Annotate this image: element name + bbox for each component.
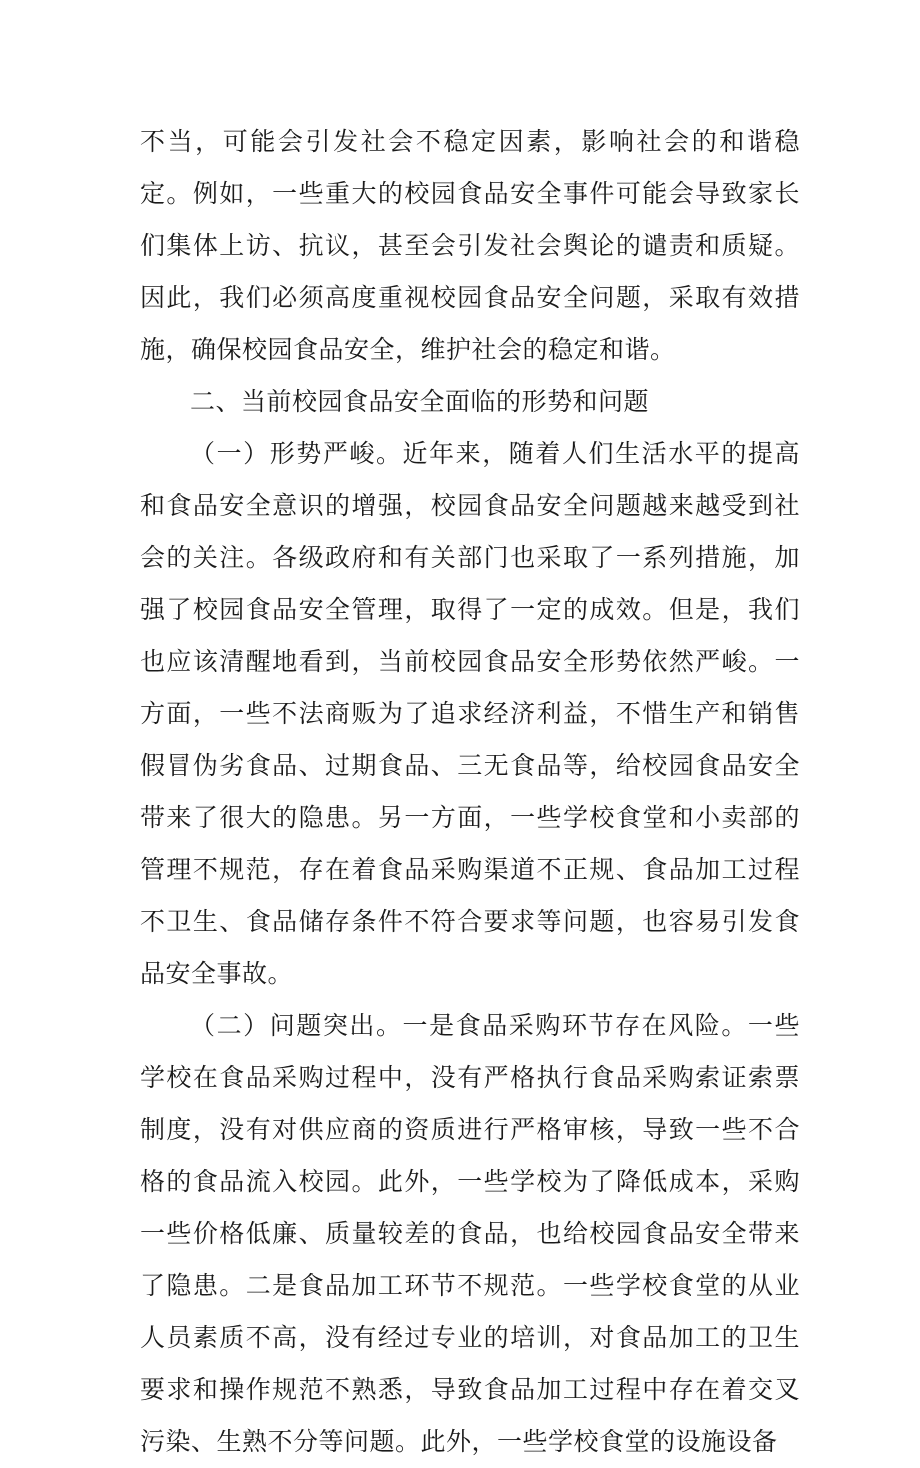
paragraph-problems: （二）问题突出。一是食品采购环节存在风险。一些学校在食品采购过程中，没有严格执行食品采购索证索票制度，没有对供应商的资质进行严格审核，导致一些不合格的食品流入校园。此外，一些学校为了降低成本，采购一些价格低廉、质量较差的食品，也给校园食品安全带来了隐患。二是食品加工环节不规范。一些学校食堂的从业人员素质不高，没有经过专业的培训，对食品加工的卫生要求和操作规范不熟悉，导致食品加工过程中存在着交叉污染、生熟不分等问题。此外，一些学校食堂的设施设备 — [140, 1011, 800, 1456]
paragraph-situation: （一）形势严峻。近年来，随着人们生活水平的提高和食品安全意识的增强，校园食品安全问题越来越受到社会的关注。各级政府和有关部门也采取了一系列措施，加强了校园食品安全管理，取得了一定的成效。但是，我们也应该清醒地看到，当前校园食品安全形势依然严峻。一方面，一些不法商贩为了追求经济利益，不惜生产和销售假冒伪劣食品、过期食品、三无食品等，给校园食品安全带来了很大的隐患。另一方面，一些学校食堂和小卖部的管理不规范，存在着食品采购渠道不正规、食品加工过程不卫生、食品储存条件不符合要求等问题，也容易引发食品安全事故。 — [140, 439, 800, 988]
document-body — [140, 116, 800, 1468]
section-heading: 二、当前校园食品安全面临的形势和问题 — [190, 387, 650, 416]
paragraph-continuation: 不当，可能会引发社会不稳定因素，影响社会的和谐稳定。例如，一些重大的校园食品安全事件可能会导致家长们集体上访、抗议，甚至会引发社会舆论的谴责和质疑。因此，我们必须高度重视校园食品安全问题，采取有效措施，确保校园食品安全，维护社会的稳定和谐。 — [140, 127, 800, 364]
